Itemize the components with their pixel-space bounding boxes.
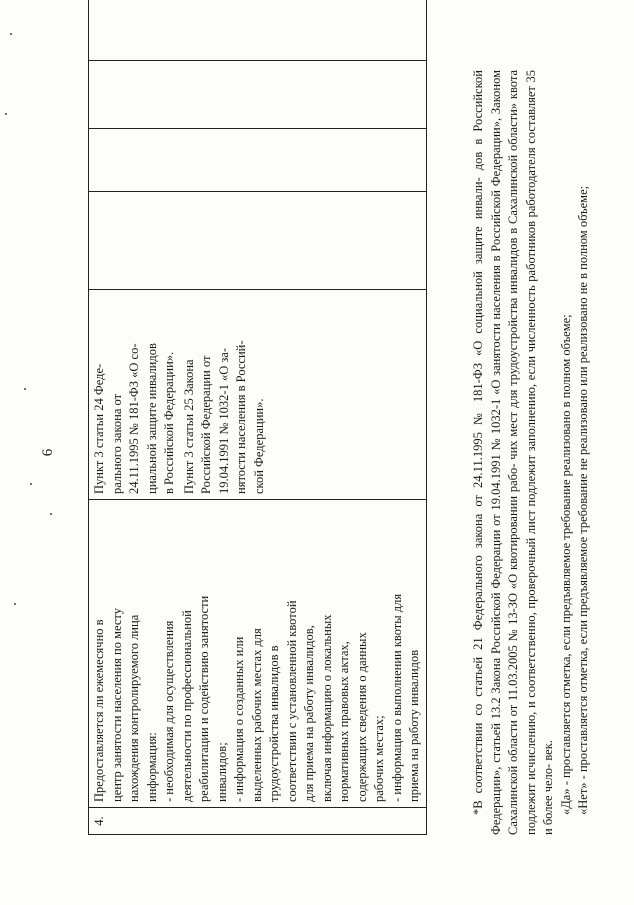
question-line: содержащих сведения о данных: [354, 632, 369, 802]
footnote-line: *В соответствии со статьей 21 Федерального закона от 24.11.1995 № 181-ФЗ «О социальной защите инвали-: [471, 177, 485, 815]
legal-basis-line: рального закона от: [109, 393, 124, 494]
legal-basis-line: Российской Федерации от: [199, 355, 213, 494]
legend-yes: «Да» - проставляется отметка, если предъявляемое требование реализовано в полном объеме;: [558, 314, 573, 815]
question-line: - необходимая для осуществления: [162, 620, 176, 802]
question-line: - информация о созданных или: [232, 636, 246, 802]
footnote-line: дов в Российской Федерации», статьей 13.2 Закона Российской Федерации от 19.04.1991 № 1032-1 «О занятости: [471, 70, 503, 835]
row-number: 4.: [89, 808, 427, 835]
scan-speck: [30, 483, 32, 485]
question-line: информация:: [144, 732, 159, 802]
question-line: приема на работу инвалидов: [407, 649, 421, 802]
legal-basis-line: нятости населения в Россий-: [234, 340, 248, 494]
footnote: [470, 70, 593, 835]
footnote-line: населения в Российской Федерации», Законом Сахалинской области от 11.03.2005 № 13-ЗО «О квотировании рабо-: [488, 69, 520, 835]
legal-basis-line: Пункт 3 статьи 25 Закона: [181, 359, 196, 494]
legend-no-line: «Нет» - проставляется отметка, если предъявляемое требование не реализовано или реализовано не в полном: [576, 230, 590, 815]
question-line: трудоустройства инвалидов в: [267, 645, 281, 802]
scan-speck: [5, 113, 7, 115]
scan-speck: [50, 513, 52, 515]
question-line: соответствии с установленной квотой: [284, 600, 299, 802]
footnote-line: век.: [541, 740, 555, 761]
answer-na-cell[interactable]: [89, 61, 427, 129]
question-line: нахождения контролируемого лица: [127, 614, 141, 802]
scan-speck: [10, 33, 12, 35]
legend-no-line: объеме;: [576, 185, 590, 228]
legal-basis-line: ской Федерации».: [251, 398, 266, 494]
legal-basis-cell: [89, 290, 427, 500]
legal-basis-line: циальной защите инвалидов: [144, 343, 159, 494]
legal-basis-line: в Российской Федерации».: [162, 351, 176, 494]
answer-yes-cell[interactable]: [89, 192, 427, 290]
question-line: нормативных правовых актах,: [337, 641, 351, 802]
checklist-table: [88, 0, 427, 835]
question-line: для приема на работу инвалидов,: [302, 625, 316, 802]
question-line: инвалидов;: [214, 742, 229, 802]
question-line: деятельности по профессиональной: [179, 610, 194, 802]
question-line: - информация о выполнении квоты для: [389, 593, 404, 802]
legal-basis-line: 24.11.1995 № 181-ФЗ «О со-: [127, 343, 141, 494]
footnote-main: [470, 70, 558, 835]
note-cell[interactable]: [89, 0, 427, 61]
question-line: рабочих местах;: [372, 715, 386, 802]
legal-basis-line: Пункт 3 статьи 24 Феде-: [92, 363, 106, 494]
answer-no-cell[interactable]: [89, 129, 427, 192]
question-line: выделенных рабочих местах для: [249, 628, 264, 802]
footnote-line: проверочный лист подлежит заполнению, если численность работников работодателя составляет 35 и более чело-: [523, 69, 555, 835]
scan-speck: [24, 388, 26, 390]
question-line: центр занятости населения по месту: [109, 608, 124, 802]
question-line: включая информацию о локальных: [319, 614, 334, 802]
question-cell: [89, 500, 427, 808]
footnote-line: чих мест для трудоустройства инвалидов в Сахалинской области» квота подлежит исчислению, и соответственно,: [506, 69, 538, 835]
question-line: Предоставляется ли ежемесячно в: [92, 619, 106, 802]
question-line: реабилитации и содействию занятости: [197, 595, 211, 802]
legend-no: [575, 70, 593, 835]
scan-speck: [14, 603, 16, 605]
page-number: 6: [40, 448, 56, 457]
table-row: [89, 0, 427, 835]
legal-basis-line: 19.04.1991 № 1032-1 «О за-: [216, 347, 231, 494]
